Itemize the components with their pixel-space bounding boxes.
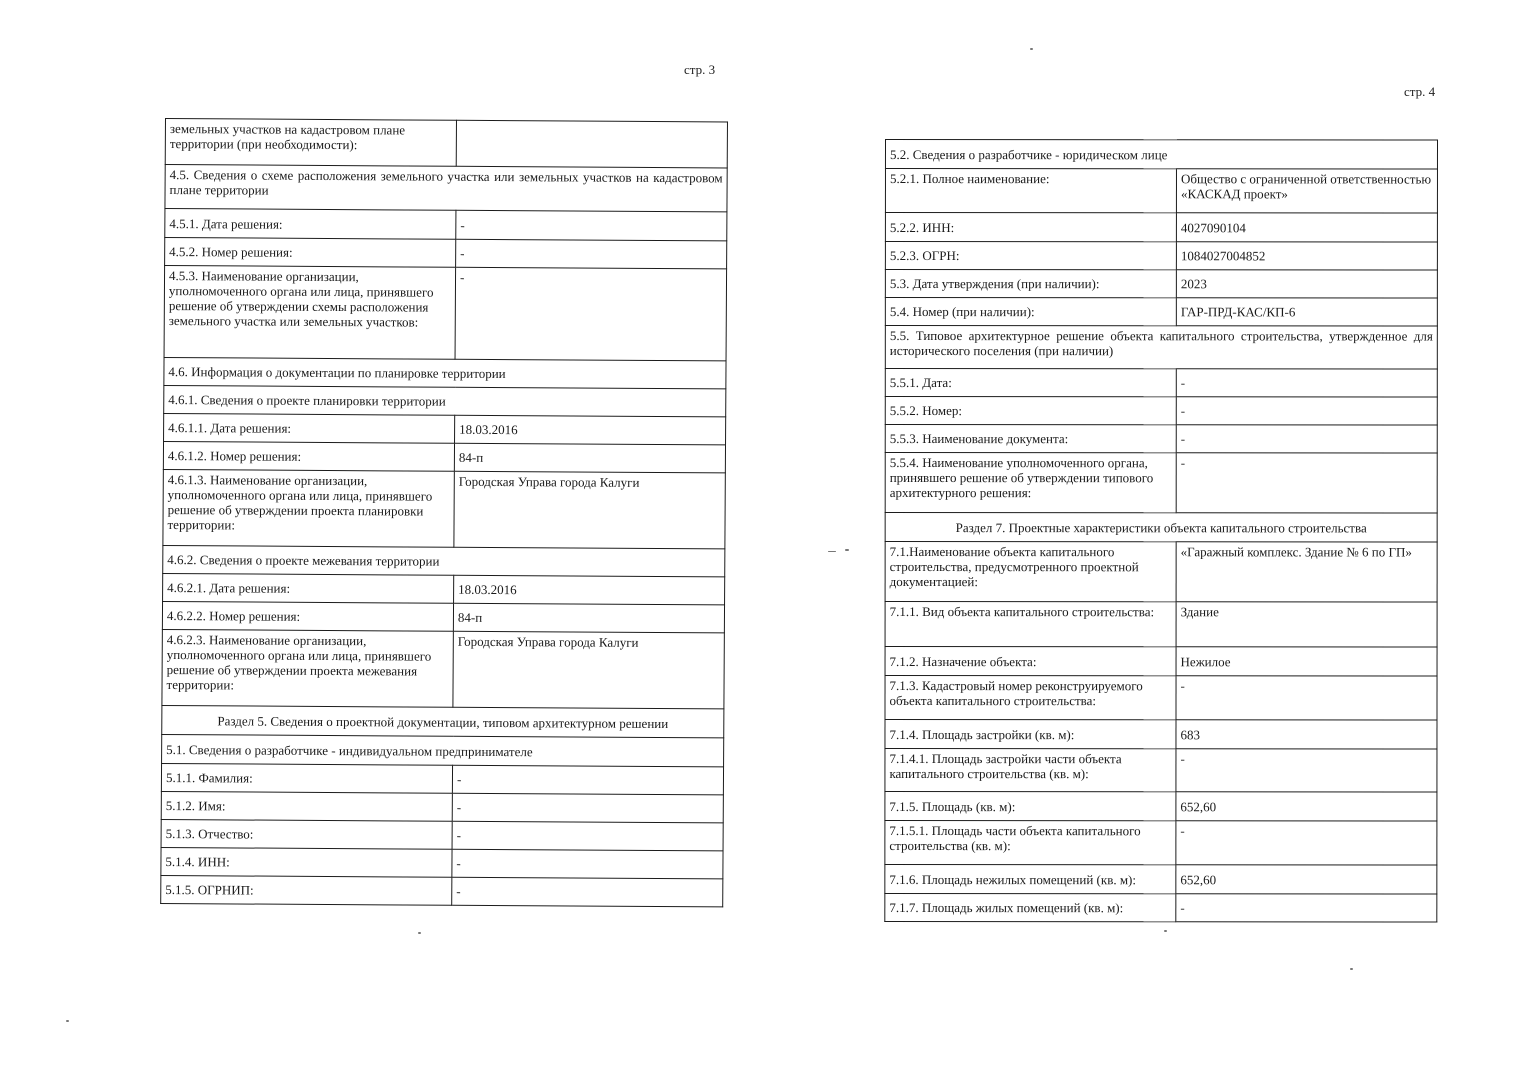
table-row <box>885 720 1437 749</box>
table-row <box>885 169 1437 213</box>
scan-speck <box>66 1020 69 1022</box>
row-label: 5.1.2. Имя: <box>161 791 452 821</box>
row-value: 1084027004852 <box>1176 242 1437 270</box>
row-value: - <box>452 877 723 907</box>
row-value: 18.03.2016 <box>454 575 725 605</box>
scan-speck <box>1030 48 1033 50</box>
table-row <box>164 266 727 361</box>
row-label: 5.1.1. Фамилия: <box>161 763 452 793</box>
table-row <box>162 734 724 766</box>
table-row <box>885 270 1437 298</box>
row-label: 7.1.Наименование объекта капитального строительства, предусмотренного проектной документацией: <box>885 542 1176 602</box>
section-heading: 4.6.1. Сведения о проекте планировки территории <box>164 385 726 416</box>
row-value: 84-п <box>453 603 724 633</box>
row-value: - <box>452 793 723 823</box>
row-value: - <box>1176 821 1437 865</box>
table-row <box>885 542 1437 602</box>
row-value: - <box>1176 676 1437 720</box>
row-label: 5.4. Номер (при наличии): <box>885 298 1176 326</box>
table-row <box>885 749 1437 792</box>
table-row <box>885 369 1437 397</box>
row-label: 5.2.1. Полное наименование: <box>885 169 1176 213</box>
table-row <box>165 238 727 269</box>
row-label: 7.1.4. Площадь застройки (кв. м): <box>885 720 1176 749</box>
row-label: 5.5.2. Номер: <box>885 397 1176 425</box>
row-value: - <box>455 267 727 361</box>
row-label: 7.1.1. Вид объекта капитального строительства: <box>885 602 1176 647</box>
table-row <box>165 119 727 168</box>
row-value: Городская Управа города Калуги <box>453 631 724 709</box>
row-value: - <box>456 210 727 241</box>
row-value: Здание <box>1176 602 1437 647</box>
row-value: - <box>1176 369 1437 397</box>
row-label: 5.3. Дата утверждения (при наличии): <box>885 270 1176 298</box>
scan-speck <box>418 932 421 934</box>
row-label: 5.1.3. Отчество: <box>161 819 452 849</box>
row-value: - <box>1176 453 1437 513</box>
row-value: - <box>1176 425 1437 453</box>
row-label: 4.5.1. Дата решения: <box>165 209 456 240</box>
row-value <box>456 120 727 168</box>
row-label: 4.6.1.3. Наименование организации, уполномоченного органа или лица, принявшего решение об утверждении проекта планировки территории: <box>163 469 454 547</box>
table-row <box>163 573 725 604</box>
table-row <box>885 513 1437 542</box>
row-value: 84-п <box>454 443 725 473</box>
table-row <box>885 821 1437 865</box>
row-value: Городская Управа города Калуги <box>454 471 725 549</box>
row-label: 4.6.1.1. Дата решения: <box>164 413 455 443</box>
row-value: 652,60 <box>1176 792 1437 821</box>
section-heading: 5.5. Типовое архитектурное решение объекта капитального строительства, утвержденное для исторического поселения (при наличии) <box>885 326 1437 369</box>
row-label: 5.5.4. Наименование уполномоченного органа, принявшего решение об утверждении типового архитектурного решения: <box>885 453 1176 513</box>
table-row <box>885 676 1437 720</box>
row-value: 683 <box>1176 720 1437 749</box>
page-number-right: стр. 4 <box>1404 84 1436 99</box>
row-value: - <box>1176 894 1437 922</box>
table-row <box>161 847 723 878</box>
table-row <box>161 875 723 906</box>
row-label: 5.5.1. Дата: <box>885 369 1176 397</box>
table-row <box>165 209 727 241</box>
page-number-left: стр. 3 <box>684 62 716 77</box>
table-row <box>162 705 724 737</box>
section-heading: 4.6.2. Сведения о проекте межевания территории <box>163 545 725 576</box>
row-label: 7.1.5. Площадь (кв. м): <box>885 792 1176 821</box>
row-label: 7.1.7. Площадь жилых помещений (кв. м): <box>885 894 1176 922</box>
section-heading: Раздел 7. Проектные характеристики объекта капитального строительства <box>885 513 1437 542</box>
table-row <box>885 894 1437 922</box>
section-heading: 4.6. Информация о документации по планировке территории <box>164 357 726 388</box>
row-value: 18.03.2016 <box>455 415 726 445</box>
table-row <box>161 763 723 794</box>
row-label: 4.6.1.2. Номер решения: <box>163 441 454 471</box>
table-row <box>885 453 1437 513</box>
section-heading: 5.2. Сведения о разработчике - юридическом лице <box>885 140 1437 169</box>
row-label: 5.2.3. ОГРН: <box>885 242 1176 270</box>
row-value: ГАР-ПРД-КАС/КП-6 <box>1176 298 1437 326</box>
table-row <box>885 298 1437 326</box>
row-value: - <box>452 765 723 795</box>
row-label: 4.6.2.1. Дата решения: <box>163 573 454 603</box>
table-row <box>885 647 1437 676</box>
table-row <box>163 441 725 472</box>
table-row <box>885 792 1437 821</box>
section-heading: 4.5. Сведения о схеме расположения земельного участка или земельных участков на кадастровом плане территории <box>165 165 727 212</box>
row-label: 4.6.2.2. Номер решения: <box>162 601 453 631</box>
row-label: 4.6.2.3. Наименование организации, уполномоченного органа или лица, принявшего решение об утверждении проекта межевания территории: <box>162 629 453 707</box>
row-label: 4.5.3. Наименование организации, уполномоченного органа или лица, принявшего решение об утверждении схемы расположения земельного участка или земельных участков: <box>164 266 456 360</box>
table-row <box>885 242 1437 270</box>
row-value: - <box>456 239 727 269</box>
row-label: 7.1.3. Кадастровый номер реконструируемого объекта капитального строительства: <box>885 676 1176 720</box>
scan-speck <box>1164 930 1167 932</box>
row-value: Нежилое <box>1176 647 1437 676</box>
left-page-table <box>160 118 728 907</box>
table-row <box>162 629 724 708</box>
row-label: 7.1.4.1. Площадь застройки части объекта капитального строительства (кв. м): <box>885 749 1176 792</box>
table-row <box>885 865 1437 894</box>
table-row <box>885 326 1437 369</box>
table-row <box>161 819 723 850</box>
row-value: - <box>452 821 723 851</box>
table-row <box>165 165 727 212</box>
table-row <box>885 397 1437 425</box>
row-label: 7.1.6. Площадь нежилых помещений (кв. м): <box>885 865 1176 894</box>
row-label: 5.1.4. ИНН: <box>161 847 452 877</box>
row-label: 4.5.2. Номер решения: <box>165 238 456 268</box>
table-row <box>885 602 1437 647</box>
row-value: Общество с ограниченной ответственностью «КАСКАД проект» <box>1176 169 1437 213</box>
row-value: 2023 <box>1176 270 1437 298</box>
row-label: земельных участков на кадастровом плане территории (при необходимости): <box>165 119 456 167</box>
scan-speck <box>845 549 849 551</box>
table-row <box>164 413 726 444</box>
row-label: 5.1.5. ОГРНИП: <box>161 875 452 905</box>
table-row <box>163 545 725 576</box>
row-value: 652,60 <box>1176 865 1437 894</box>
row-label: 5.5.3. Наименование документа: <box>885 425 1176 453</box>
row-value: - <box>1176 749 1437 792</box>
right-page-table <box>884 139 1438 922</box>
table-row <box>885 213 1437 242</box>
table-row <box>885 140 1437 169</box>
row-value: 4027090104 <box>1176 213 1437 242</box>
row-value: - <box>452 849 723 879</box>
row-value: «Гаражный комплекс. Здание № 6 по ГП» <box>1176 542 1437 602</box>
table-row <box>161 791 723 822</box>
table-row <box>163 469 725 548</box>
row-value: - <box>1176 397 1437 425</box>
scan-speck <box>828 551 836 552</box>
table-row <box>885 425 1437 453</box>
section-heading: 5.1. Сведения о разработчике - индивидуальном предпринимателе <box>162 734 724 766</box>
table-row <box>162 601 724 632</box>
scan-speck <box>1350 968 1353 970</box>
section-heading: Раздел 5. Сведения о проектной документации, типовом архитектурном решении <box>162 705 724 737</box>
table-row <box>164 385 726 416</box>
row-label: 5.2.2. ИНН: <box>885 213 1176 242</box>
row-label: 7.1.2. Назначение объекта: <box>885 647 1176 676</box>
table-row <box>164 357 726 388</box>
row-label: 7.1.5.1. Площадь части объекта капитального строительства (кв. м): <box>885 821 1176 865</box>
